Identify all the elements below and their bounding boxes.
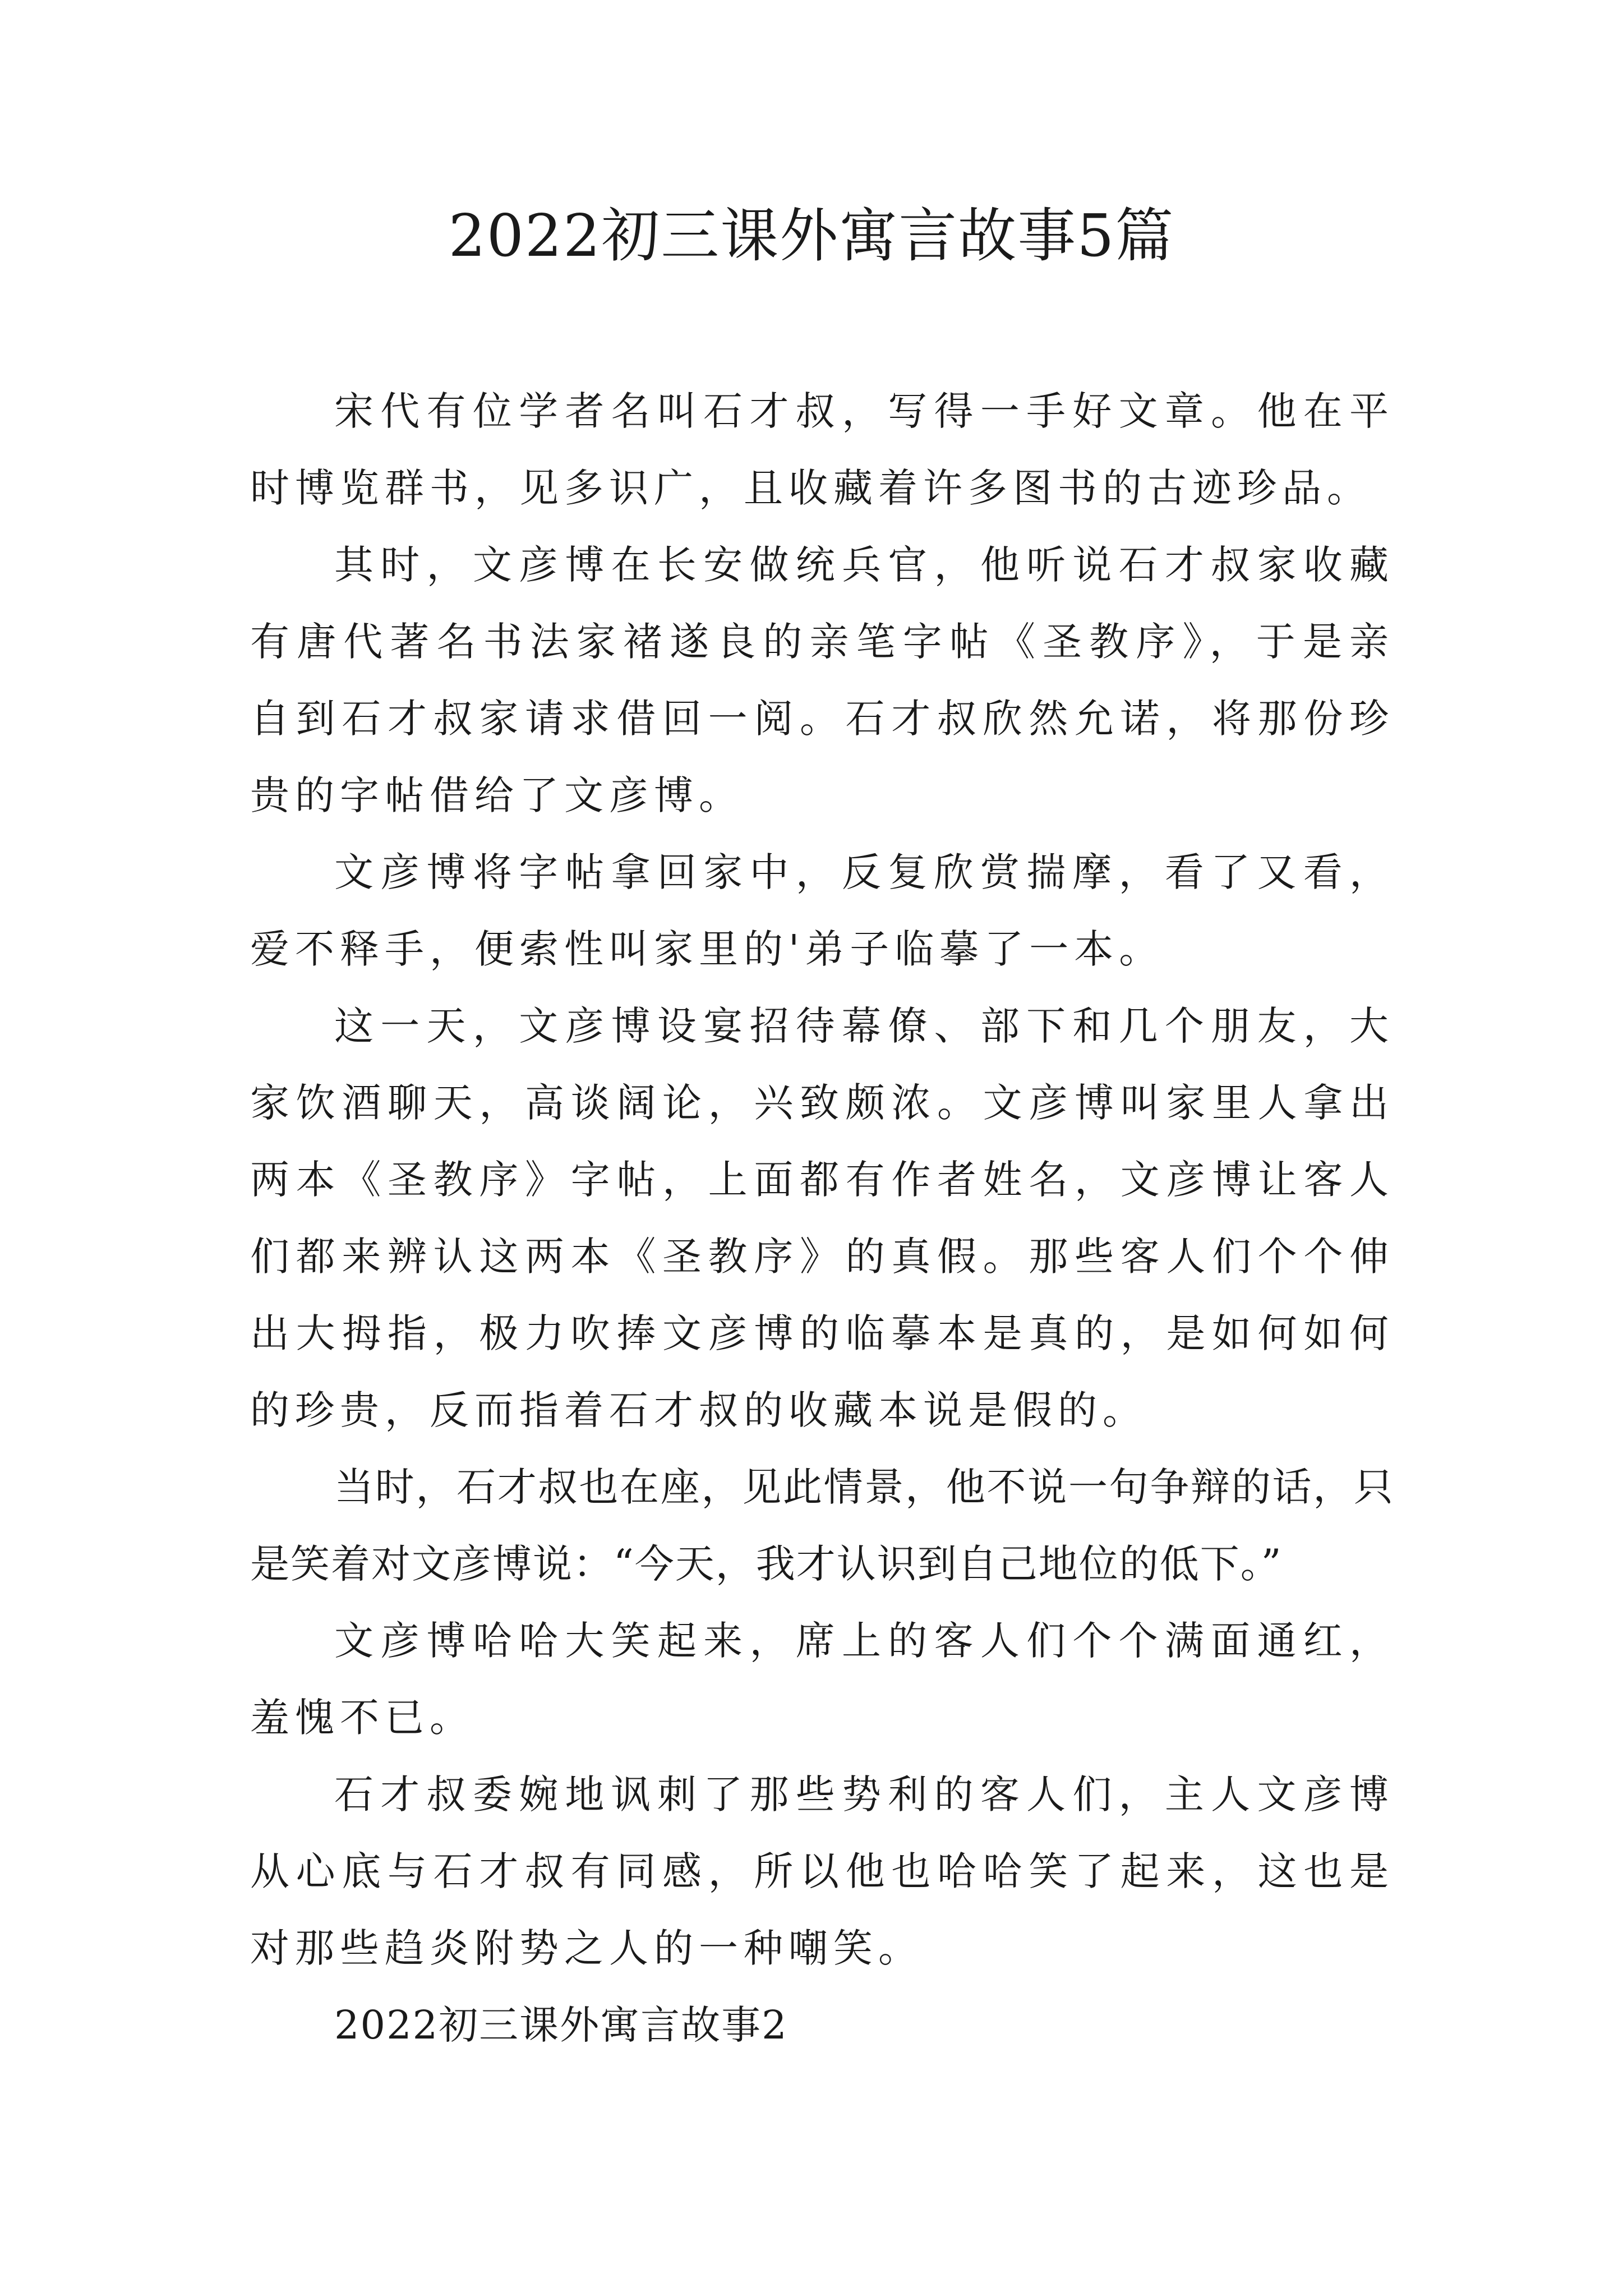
paragraph-3: 文彦博将字帖拿回家中，反复欣赏揣摩，看了又看，爱不释手，便索性叫家里的'弟子临摹了一本。 — [250, 849, 1394, 972]
paragraph-4: 这一天，文彦博设宴招待幕僚、部下和几个朋友，大家饮酒聊天，高谈阔论，兴致颇浓。文彦博叫家里人拿出两本《圣教序》字帖，上面都有作者姓名，文彦博让客人们都来辨认这两本《圣教序》的真假。那些客人们个个伸出大拇指，极力吹捧文彦博的临摹本是真的，是如何如何的珍贵，反而指着石才叔的收藏本说是假的。 — [250, 1003, 1394, 1433]
paragraph-1: 宋代有位学者名叫石才叔，写得一手好文章。他在平时博览群书，见多识广，且收藏着许多图书的古迹珍品。 — [250, 388, 1394, 511]
document-body — [250, 373, 1394, 2064]
document-title: 2022初三课外寓言故事5篇 — [448, 201, 1175, 270]
story-2-heading: 2022初三课外寓言故事2 — [334, 2002, 788, 2048]
paragraph-5: 当时，石才叔也在座，见此情景，他不说一句争辩的话，只是笑着对文彦博说：“今天，我才认识到自己地位的低下。” — [250, 1464, 1394, 1587]
paragraph-2: 其时，文彦博在长安做统兵官，他听说石才叔家收藏有唐代著名书法家褚遂良的亲笔字帖《圣教序》，于是亲自到石才叔家请求借回一阅。石才叔欣然允诺，将那份珍贵的字帖借给了文彦博。 — [250, 542, 1394, 818]
paragraph-6: 文彦博哈哈大笑起来，席上的客人们个个满面通红，羞愧不已。 — [250, 1618, 1394, 1741]
paragraph-7: 石才叔委婉地讽刺了那些势利的客人们，主人文彦博从心底与石才叔有同感，所以他也哈哈笑了起来，这也是对那些趋炎附势之人的一种嘲笑。 — [250, 1772, 1394, 1971]
